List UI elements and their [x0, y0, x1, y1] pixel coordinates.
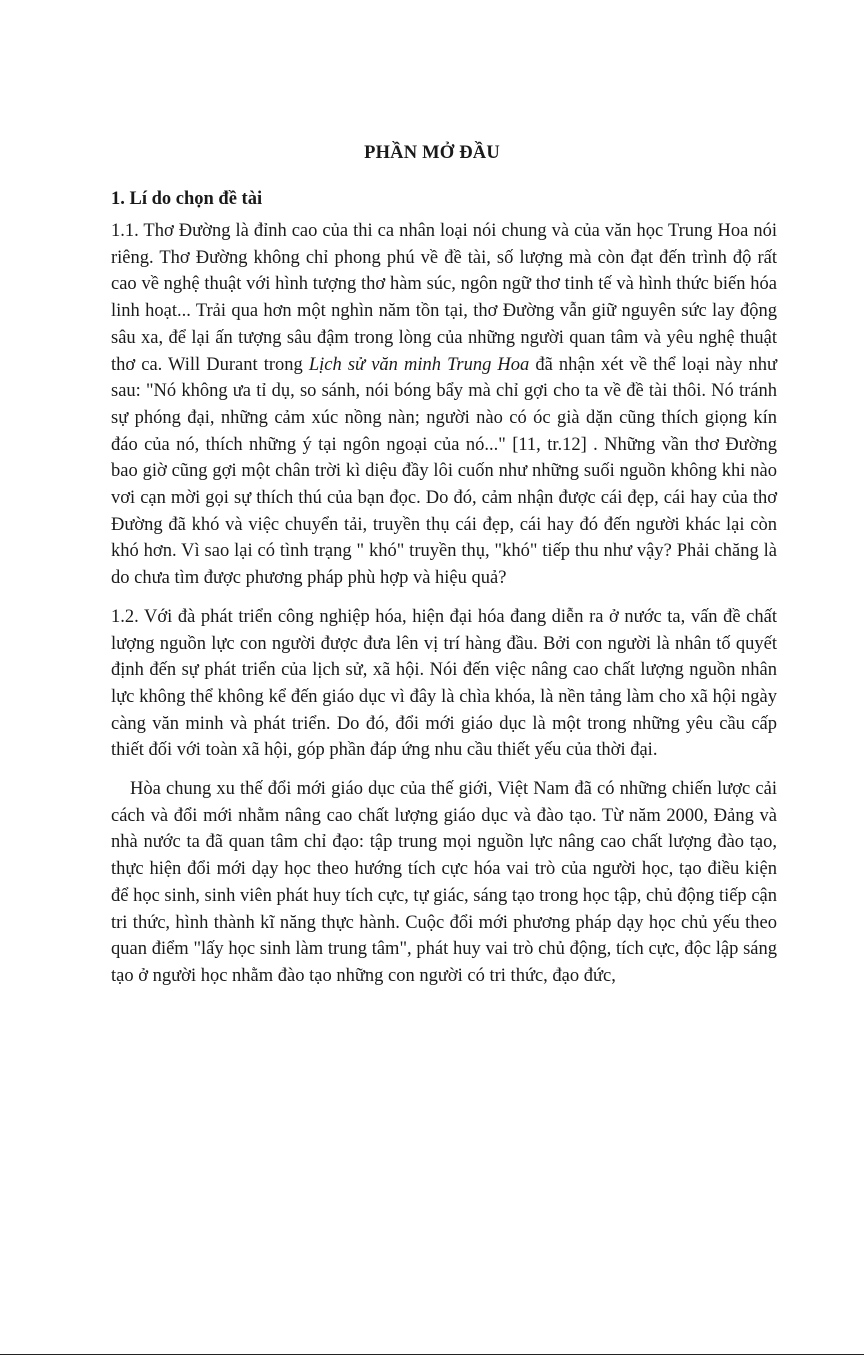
paragraph-1-2: 1.2. Với đà phát triển công nghiệp hóa, hiện đại hóa đang diễn ra ở nước ta, vấn đề chất lượng nguồn lực con người được đưa lên vị trí hàng đầu. Bởi con người là nhân tố quyết định đến sự phát triển của lịch sử, xã hội. Nói đến việc nâng cao chất lượng nguồn nhân lực không thể không kể đến giáo dục vì đây là chìa khóa, là nền tảng làm cho xã hội ngày càng văn minh và phát triển. Do đó, đổi mới giáo dục là một trong những yêu cầu cấp thiết đối với toàn xã hội, góp phần đáp ứng nhu cầu thiết yếu của thời đại.	[111, 606, 777, 761]
section-heading: 1. Lí do chọn đề tài	[111, 189, 263, 209]
document-body	[111, 218, 777, 990]
paragraph-1-1	[111, 218, 777, 592]
paragraph-3: Hòa chung xu thế đổi mới giáo dục của thế giới, Việt Nam đã có những chiến lược cải cách và đổi mới nhằm nâng cao chất lượng giáo dục và đào tạo. Từ năm 2000, Đảng và nhà nước ta đã quan tâm chỉ đạo: tập trung mọi nguồn lực nâng cao chất lượng đào tạo, thực hiện đổi mới dạy học theo hướng tích cực hóa vai trò của người học, tạo điều kiện để học sinh, sinh viên phát huy tích cực, tự giác, sáng tạo trong học tập, chủ động tiếp cận tri thức, hình thành kĩ năng thực hành. Cuộc đổi mới phương pháp dạy học chủ yếu theo quan điểm "lấy học sinh làm trung tâm", phát huy vai trò chủ động, tích cực, độc lập sáng tạo ở người học nhằm đào tạo những con người có tri thức, đạo đức,	[111, 779, 777, 986]
paragraph-1-1-text-end: đã nhận xét về thể loại này như sau: "Nó không ưa tỉ dụ, so sánh, nói bóng bẩy mà chỉ gợi cho ta về đề tài thôi. Nó tránh sự phóng đại, những cảm xúc nồng nàn; người nào có óc già dặn cũng thích giọng kín đáo của nó, thích những ý tại ngôn ngoại của nó..." [11, tr.12] . Những vần thơ Đường bao giờ cũng gợi một chân trời kì diệu đầy lôi cuốn như những suối nguồn không khi nào vơi cạn mời gọi sự thích thú của bạn đọc. Do đó, cảm nhận được cái đẹp, cái hay của thơ Đường đã khó và việc chuyển tải, truyền thụ cái đẹp, cái hay đó đến người khác lại còn khó hơn. Vì sao lại có tình trạng " khó" truyền thụ, "khó" tiếp thu như vậy? Phải chăng là do chưa tìm được phương pháp phù hợp và hiệu quả?	[111, 354, 777, 589]
page-bottom-rule	[0, 1354, 864, 1355]
paragraph-1-1-text-start: 1.1. Thơ Đường là đỉnh cao của thi ca nhân loại nói chung và của văn học Trung Hoa nói riêng. Thơ Đường không chỉ phong phú về đề tài, số lượng mà còn đạt đến trình độ rất cao về nghệ thuật với hình tượng thơ hàm súc, ngôn ngữ thơ tinh tế và hình thức biến hóa linh hoạt... Trải qua hơn một nghìn năm tồn tại, thơ Đường vẫn giữ nguyên sức lay động sâu xa, để lại ấn tượng sâu đậm trong lòng của những người quan tâm và yêu nghệ thuật thơ ca. Will Durant trong	[111, 221, 777, 375]
book-title-italic: Lịch sử văn minh Trung Hoa	[308, 354, 530, 375]
page-title: PHẦN MỞ ĐẦU	[364, 143, 500, 163]
